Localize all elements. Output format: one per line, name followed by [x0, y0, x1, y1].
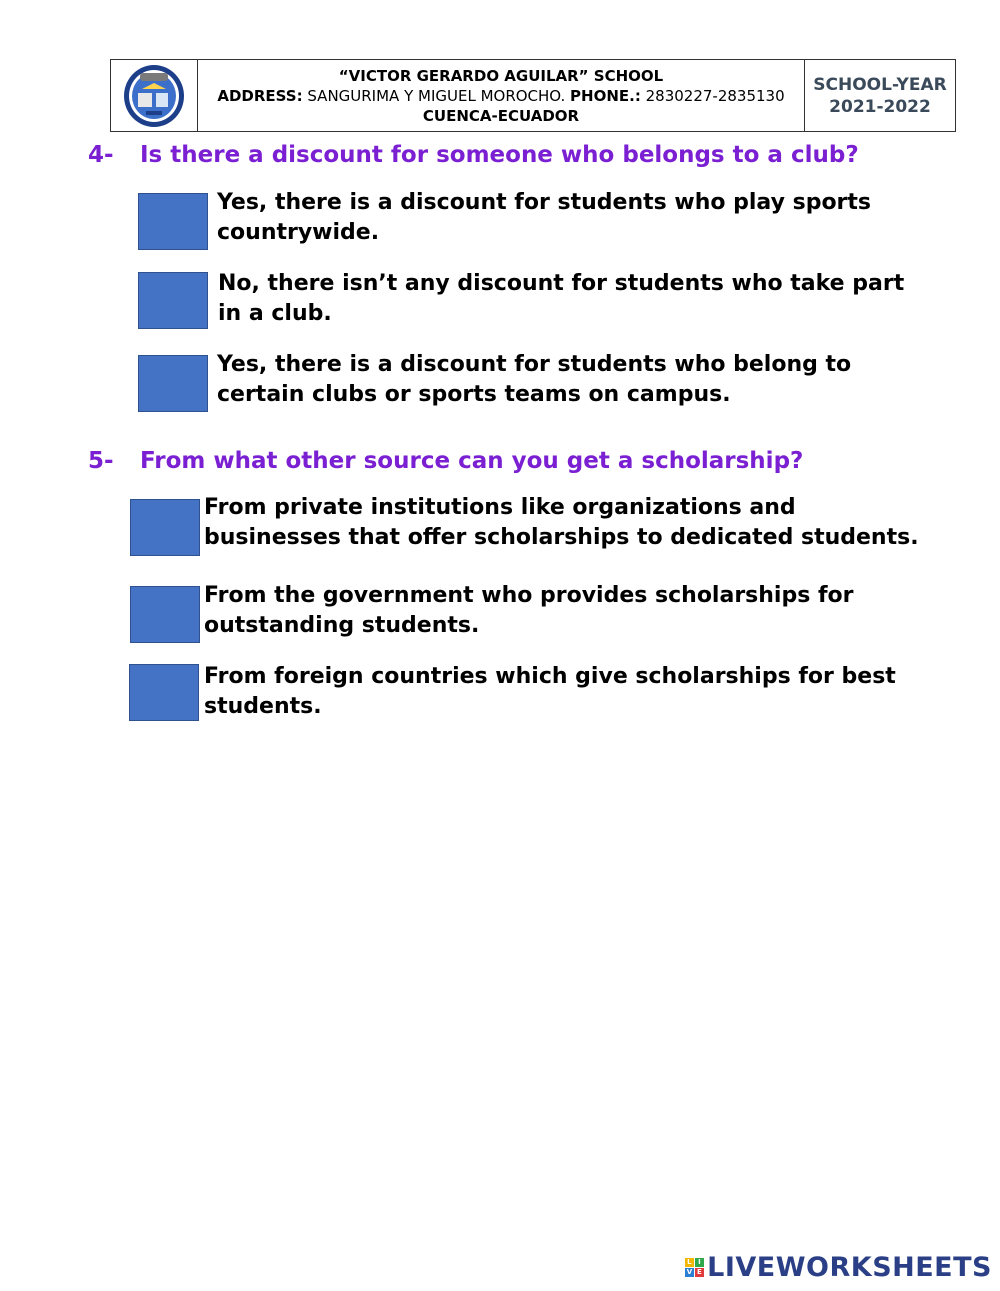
answer-line: Yes, there is a discount for students who belong to [217, 352, 852, 377]
answer-line: countrywide. [217, 220, 380, 245]
school-info [198, 60, 805, 131]
answer-line: No, there isn’t any discount for students who take part [218, 271, 905, 296]
phone-label: PHONE.: [570, 86, 641, 105]
answer-line: From the government who provides scholarships for [204, 583, 854, 608]
answer-line: certain clubs or sports teams on campus. [217, 382, 731, 407]
address-label: ADDRESS: [217, 86, 303, 105]
school-year-label: SCHOOL-YEAR [813, 74, 947, 95]
answer-option [204, 581, 854, 641]
phone-value: 2830227-2835130 [640, 86, 785, 105]
school-name: “VICTOR GERARDO AGUILAR” SCHOOL [338, 66, 664, 85]
answer-line: businesses that offer scholarships to dedicated students. [204, 525, 919, 550]
answer-option [204, 662, 896, 722]
school-header [110, 59, 956, 132]
answer-option [218, 269, 904, 329]
answer-checkbox[interactable] [130, 586, 200, 643]
answer-checkbox[interactable] [138, 193, 208, 250]
question-number: 4- [88, 142, 114, 168]
school-year [805, 60, 955, 131]
school-year-value: 2021-2022 [829, 96, 931, 117]
answer-checkbox[interactable] [138, 272, 208, 329]
answer-line: Yes, there is a discount for students who play sports [217, 190, 872, 215]
answer-option [217, 350, 851, 410]
answer-option [217, 188, 871, 248]
question-4 [88, 142, 859, 168]
answer-option [204, 493, 919, 553]
answer-line: students. [204, 694, 322, 719]
question-text: From what other source can you get a scholarship? [140, 448, 804, 474]
answer-line: From private institutions like organizations and [204, 495, 796, 520]
answer-checkbox[interactable] [129, 664, 199, 721]
address-line [217, 86, 784, 106]
school-crest-logo [122, 63, 186, 129]
answer-line: From foreign countries which give scholarships for best [204, 664, 896, 689]
city: CUENCA-ECUADOR [422, 106, 580, 125]
liveworksheets-logo [685, 1252, 992, 1283]
answer-line: outstanding students. [204, 613, 480, 638]
logo-cell [111, 60, 198, 131]
answer-checkbox[interactable] [130, 499, 200, 556]
answer-line: in a club. [218, 301, 332, 326]
address-value: SANGURIMA Y MIGUEL MOROCHO. [302, 86, 571, 105]
answer-checkbox[interactable] [138, 355, 208, 412]
liveworksheets-icon: L I V E [686, 1258, 703, 1276]
question-text: Is there a discount for someone who belongs to a club? [140, 142, 859, 168]
brand-name: LIVEWORKSHEETS [707, 1252, 992, 1283]
question-number: 5- [88, 448, 114, 474]
question-5 [88, 448, 803, 474]
